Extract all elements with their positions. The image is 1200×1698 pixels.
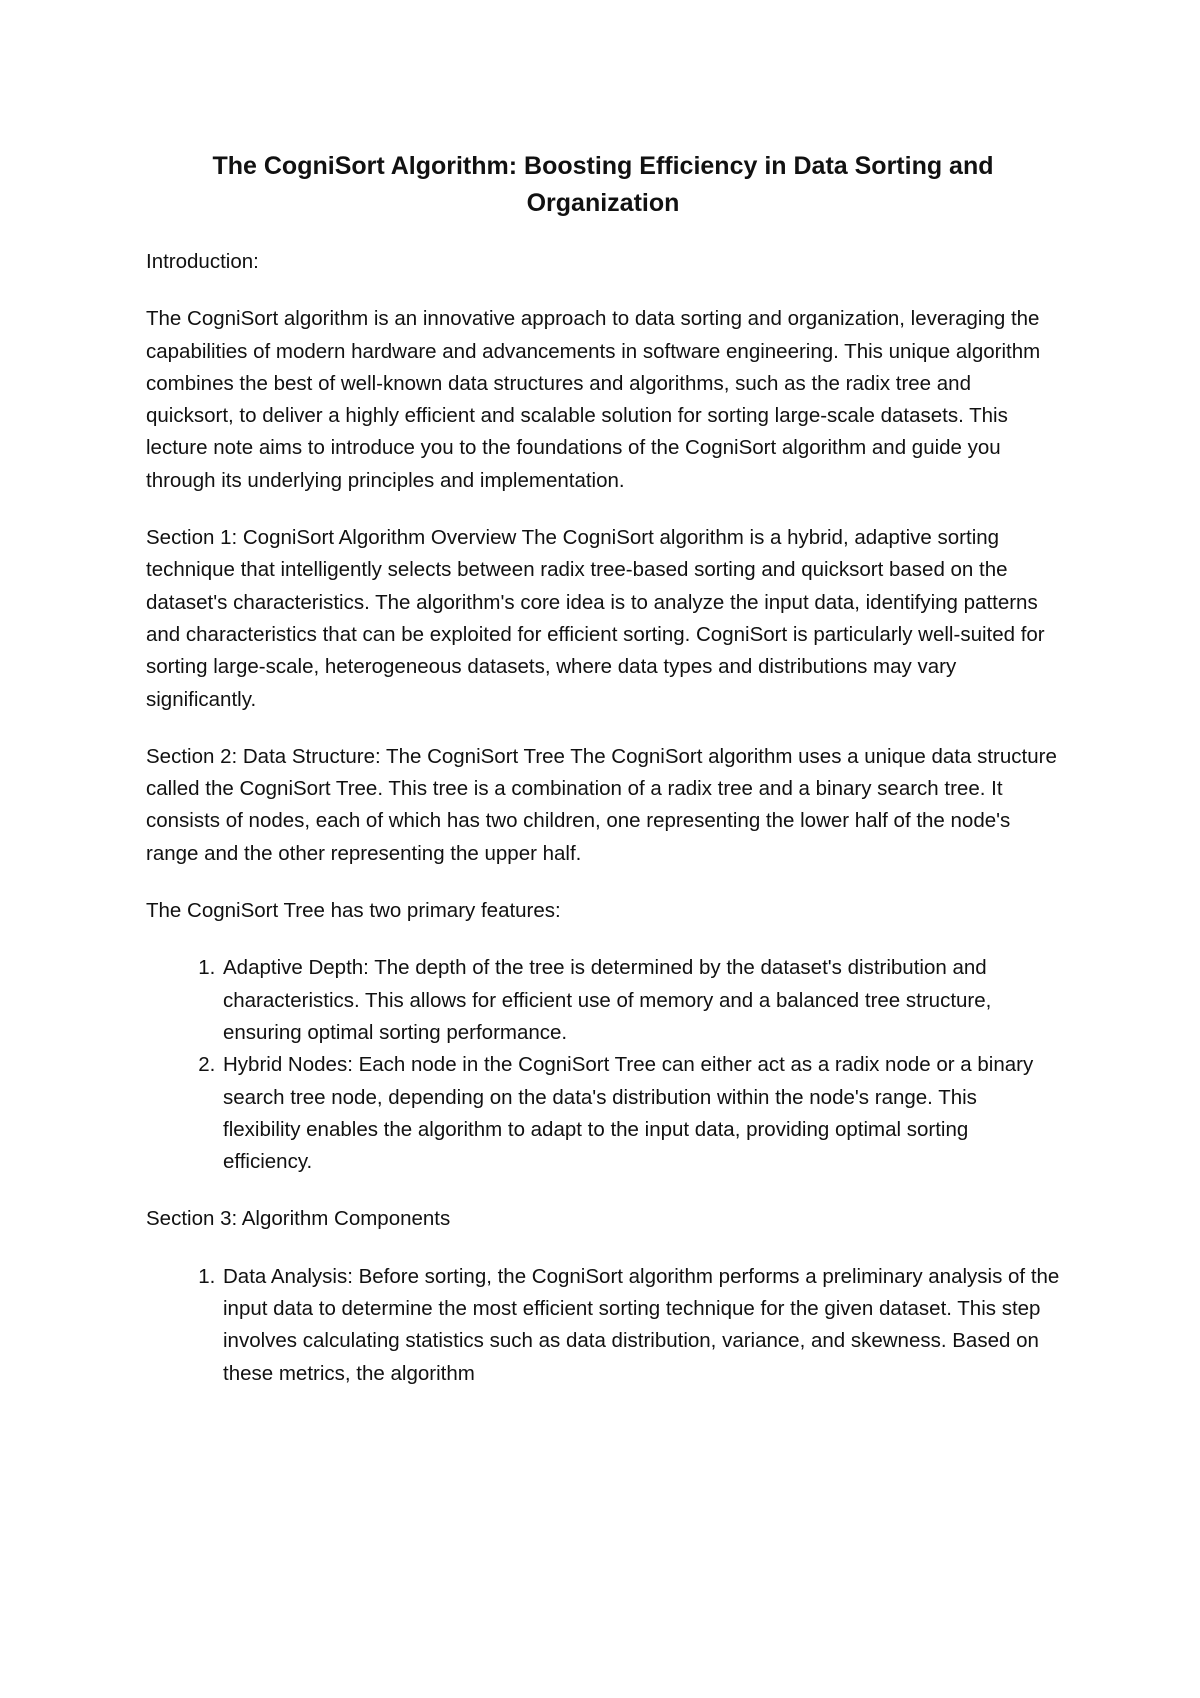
list-item: 1. Adaptive Depth: The depth of the tree is determined by the dataset's distribution and characteristics. This allows for efficient use of memory and a balanced tree structure, ensuring optimal sorting performance.	[221, 952, 1060, 1049]
document-title: The CogniSort Algorithm: Boosting Efficiency in Data Sorting and Organization	[212, 152, 994, 217]
list-item: 2. Hybrid Nodes: Each node in the CogniSort Tree can either act as a radix node or a binary search tree node, depending on the data's distribution within the node's range. This flexibility enables the algorithm to adapt to the input data, providing optimal sorting efficiency.	[221, 1049, 1060, 1178]
list-item: 1. Data Analysis: Before sorting, the CogniSort algorithm performs a preliminary analysis of the input data to determine the most efficient sorting technique for the given dataset. This step involves calculating statistics such as data distribution, variance, and skewness. Based on these metrics, the algorithm	[221, 1261, 1060, 1390]
introduction-label: Introduction:	[146, 250, 259, 273]
section-1-paragraph: Section 1: CogniSort Algorithm Overview The CogniSort algorithm is a hybrid, adaptive sorting technique that intelligently selects between radix tree-based sorting and quicksort based on the dataset's characteristics. The algorithm's core idea is to analyze the input data, identifying patterns and characteristics that can be exploited for efficient sorting. CogniSort is particularly well-suited for sorting large-scale, heterogeneous datasets, where data types and distributions may vary significantly.	[146, 526, 1045, 711]
section-3-heading: Section 3: Algorithm Components	[146, 1207, 451, 1231]
section-3-list	[146, 1261, 1060, 1390]
introduction-paragraph: The CogniSort algorithm is an innovative approach to data sorting and organization, leveraging the capabilities of modern hardware and advancements in software engineering. This unique algorithm combines the best of well-known data structures and algorithms, such as the radix tree and quicksort, to deliver a highly efficient and scalable solution for sorting large-scale datasets. This lecture note aims to introduce you to the foundations of the CogniSort algorithm and guide you through its underlying principles and implementation.	[146, 307, 1041, 492]
section-2-paragraph: Section 2: Data Structure: The CogniSort Tree The CogniSort algorithm uses a unique data structure called the CogniSort Tree. This tree is a combination of a radix tree and a binary search tree. It consists of nodes, each of which has two children, one representing the lower half of the node's range and the other representing the upper half.	[146, 744, 1057, 865]
tree-features-intro: The CogniSort Tree has two primary features:	[146, 899, 561, 923]
tree-features-list	[146, 952, 1060, 1178]
